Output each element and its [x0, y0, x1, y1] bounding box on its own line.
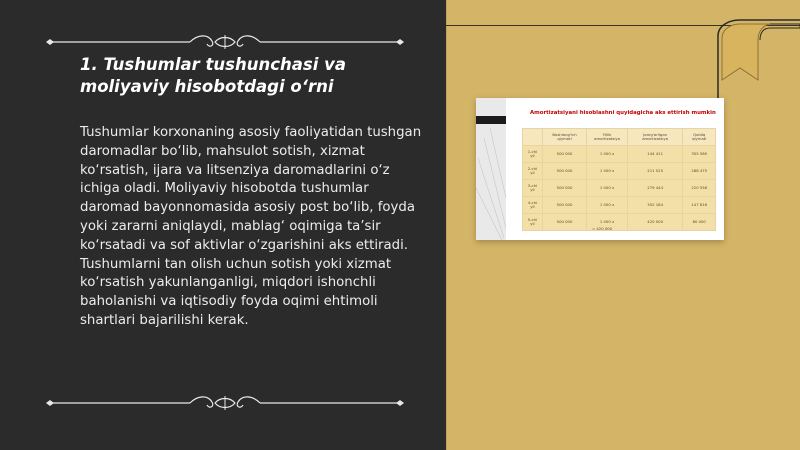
thumbnail-tab-marker	[476, 116, 506, 124]
slide-title: 1. Tushumlar tushunchasi va moliyaviy hisobotdagi o‘rni	[80, 55, 347, 96]
table-row: 3-chi yil 500 000 1 000 x 279 444 220 556	[523, 180, 716, 197]
thumbnail-table	[522, 128, 716, 231]
top-flourish-icon	[40, 32, 410, 52]
slide-body-text: Tushumlar korxonaning asosiy faoliyatidan tushgan daromadlar bo‘lib, mahsulot sotish, xizmat ko‘rsatish, ijara va litsenziya daromadlarini o‘z ichiga oladi. Moliyaviy hisobotda tushumlar daromad bayonnomasida asosiy post bo‘lib, foyda yoki zararni aniqlaydi, mablag‘ oqimiga ta’sir ko‘rsatadi va sof aktivlar o‘zgarishini aks ettiradi. Tushumlarni tan olish uchun sotish yoki xizmat ko‘rsatish yakunlanganligi, miqdori ishonchli baholanishi va iqtisodiy foyda oqimi ehtimoli shartlari bajarilishi kerak.	[80, 125, 422, 328]
panel-divider	[446, 0, 447, 450]
thumbnail-table-header: Boshlang‘ich qiymati Yillik amortizatsiya Jamg‘arilgan amortizatsiya Qoldiq qiymati	[523, 129, 716, 146]
table-row: 4-chi yil 500 000 1 000 x 352 184 147 816	[523, 197, 716, 214]
thumbnail-heading: Amortizatsiyani hisoblashni quyidagicha aks ettirish mumkin	[530, 110, 716, 116]
table-row: 5-chi yil 500 000 1 000 x 420 000 80 000	[523, 214, 716, 231]
table-row: 2-chi yil 500 000 1 000 x 211 525 288 475	[523, 163, 716, 180]
embedded-slide-image	[476, 98, 724, 240]
bottom-flourish-icon	[40, 393, 410, 413]
bookmark-ribbon-icon	[716, 18, 800, 100]
table-row: 1-chi yil 500 000 1 000 x 144 411 355 589	[523, 146, 716, 163]
thumbnail-table-footer: = 420 000	[592, 226, 613, 231]
